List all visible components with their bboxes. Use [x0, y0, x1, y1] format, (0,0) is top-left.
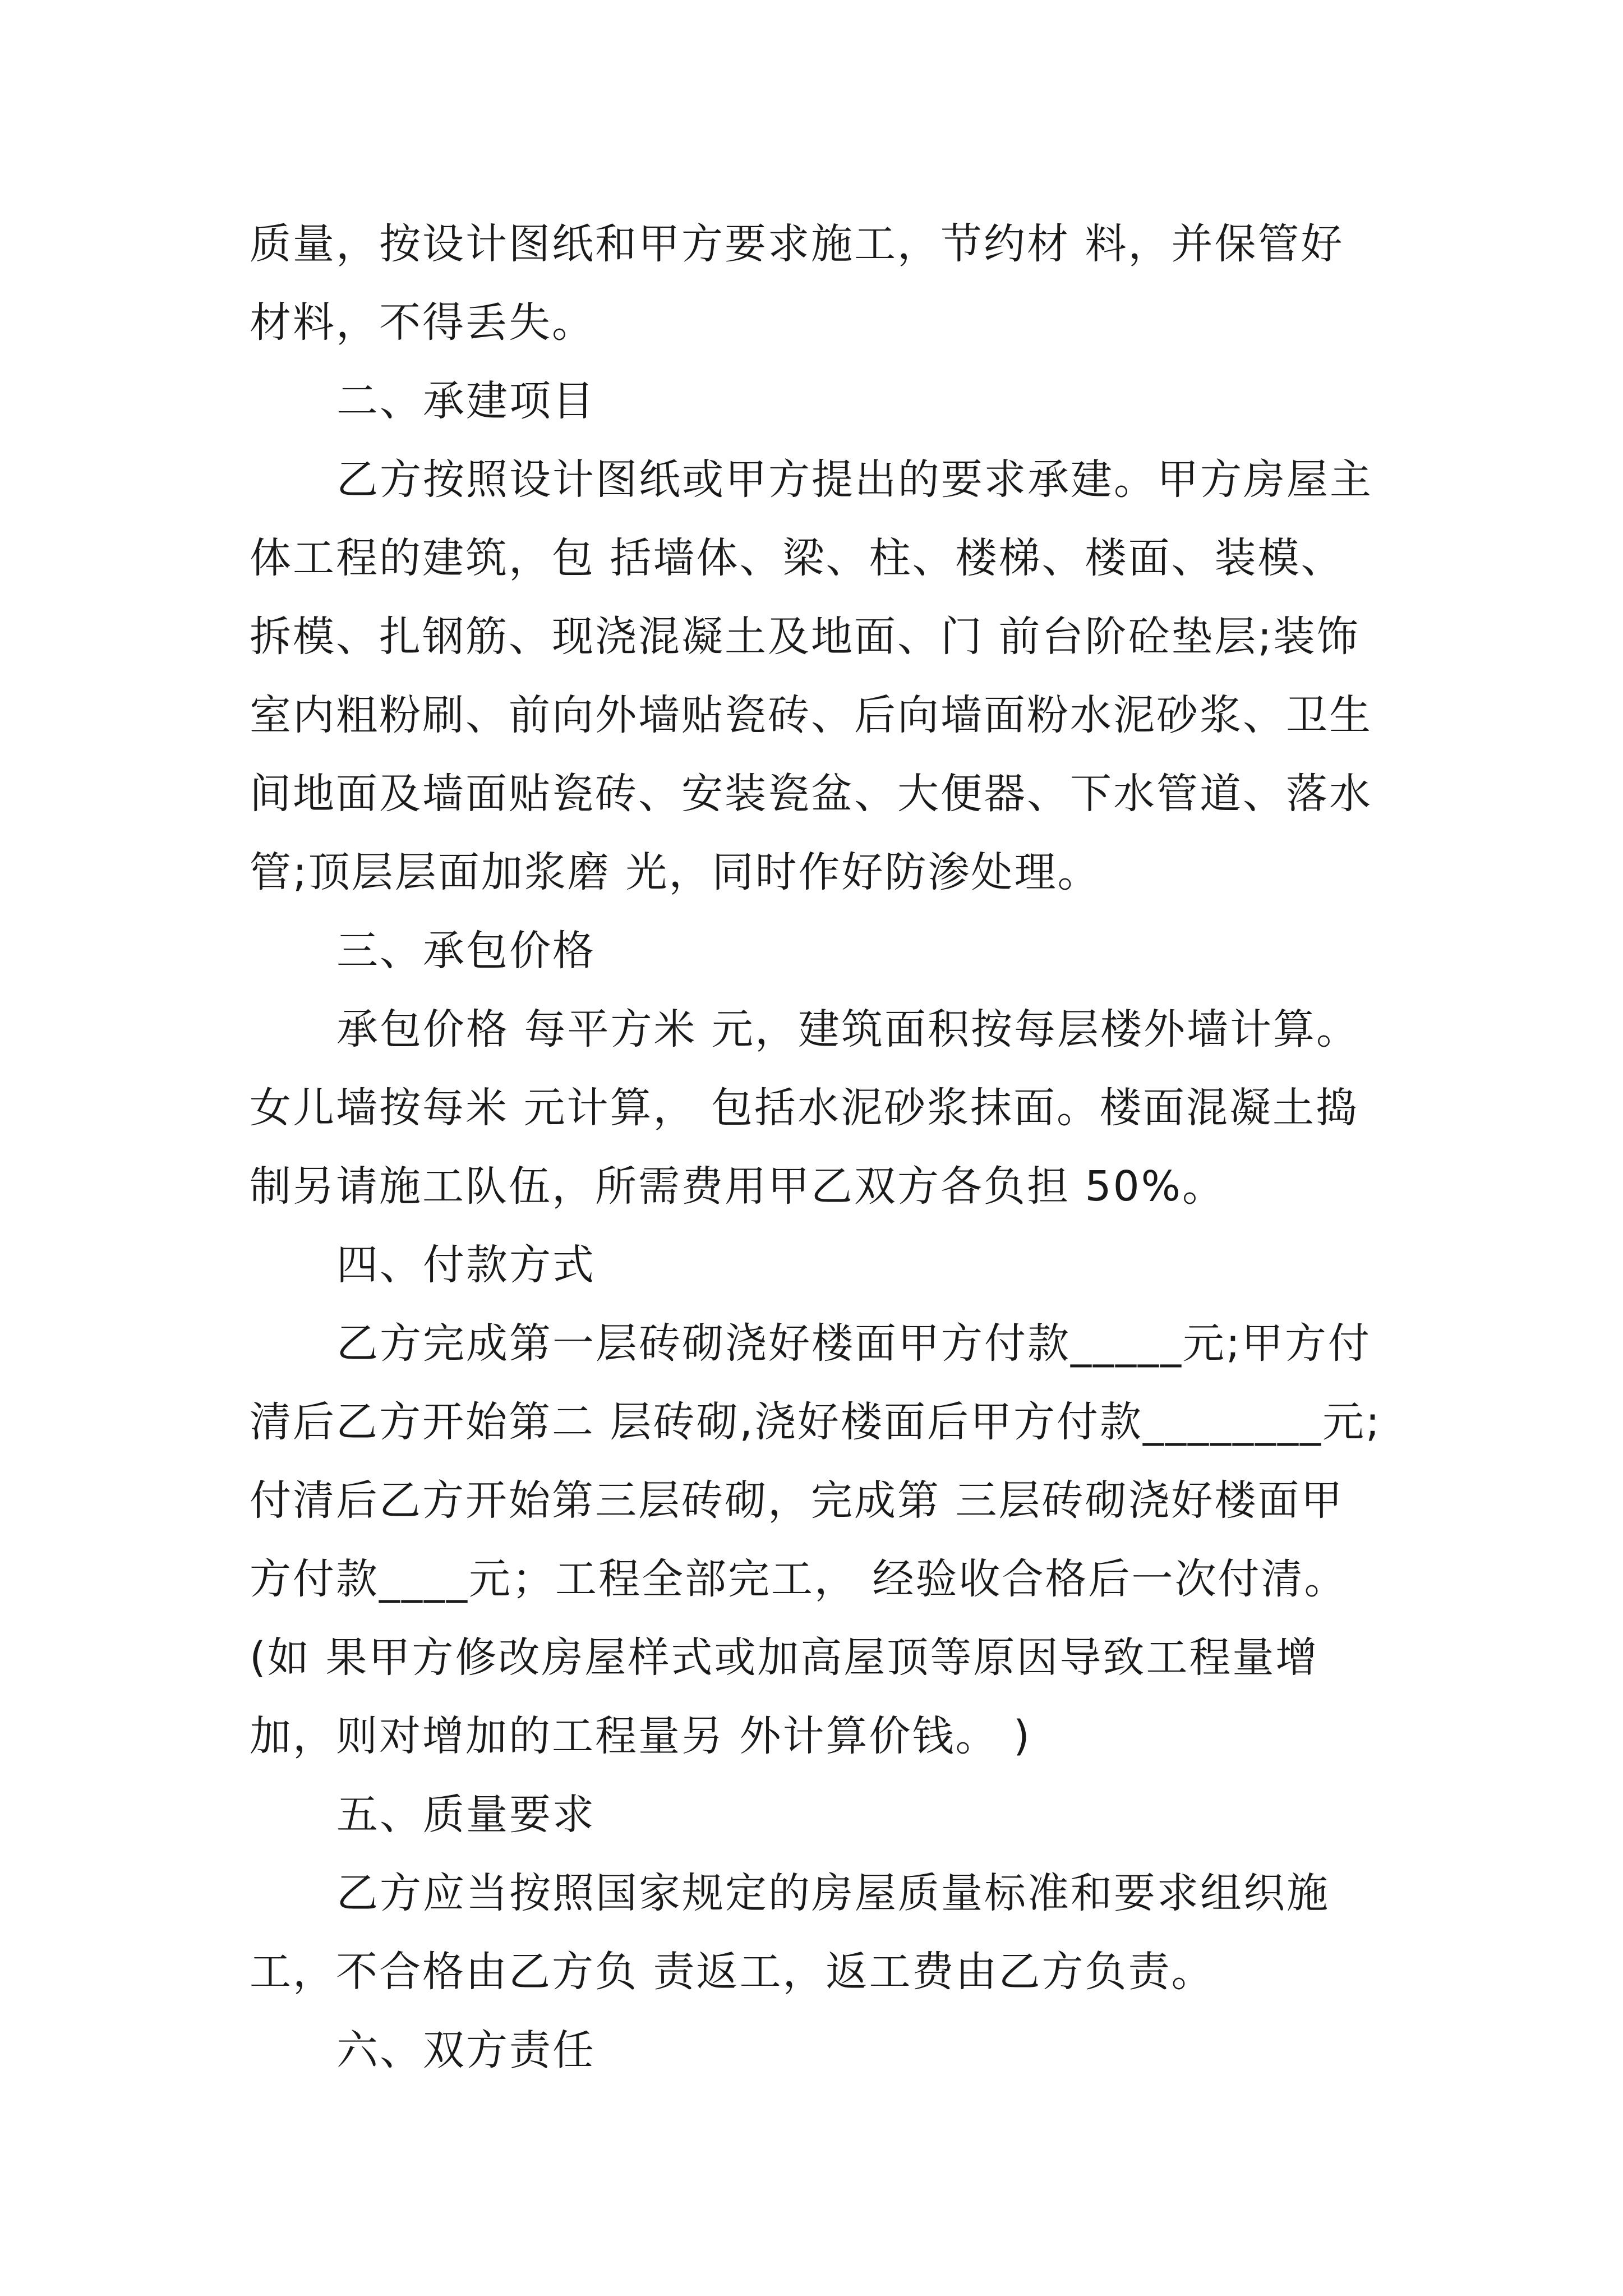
text-line: 拆模、扎钢筋、现浇混凝土及地面、门 前台阶砼垫层;装饰	[250, 613, 1360, 661]
text-line: 制另请施工队伍，所需费用甲乙双方各负担 50%。	[250, 1162, 1225, 1211]
text-line: 女儿墙按每米 元计算， 包括水泥砂浆抹面。楼面混凝土捣	[250, 1084, 1359, 1132]
text-line: 方付款____元；工程全部完工， 经验收合格后一次付清。	[250, 1555, 1348, 1603]
section-heading: 六、双方责任	[336, 2026, 596, 2074]
text-line: 管;顶层层面加浆磨 光，同时作好防渗处理。	[250, 848, 1101, 896]
text-line: 清后乙方开始第二 层砖砌,浇好楼面后甲方付款________元;	[250, 1398, 1381, 1446]
text-line: (如 果甲方修改房屋样式或加高屋顶等原因导致工程量增	[250, 1634, 1319, 1682]
section-heading: 二、承建项目	[336, 377, 596, 425]
text-line: 质量，按设计图纸和甲方要求施工，节约材 料，并保管好	[250, 220, 1344, 268]
section-heading: 四、付款方式	[336, 1241, 596, 1289]
text-line: 乙方完成第一层砖砌浇好楼面甲方付款_____元;甲方付	[336, 1319, 1371, 1368]
section-heading: 五、质量要求	[336, 1791, 596, 1839]
text-line: 加，则对增加的工程量另 外计算价钱。 )	[250, 1712, 1031, 1760]
text-line: 间地面及墙面贴瓷砖、安装瓷盆、大便器、下水管道、落水	[250, 770, 1372, 818]
text-line: 工，不合格由乙方负 责返工，返工费由乙方负责。	[250, 1948, 1215, 1996]
text-line: 材料，不得丢失。	[250, 298, 595, 347]
text-line: 付清后乙方开始第三层砖砌，完成第 三层砖砌浇好楼面甲	[250, 1476, 1344, 1525]
text-line: 乙方按照设计图纸或甲方提出的要求承建。甲方房屋主	[336, 455, 1373, 504]
section-heading: 三、承包价格	[336, 927, 596, 975]
text-line: 室内粗粉刷、前向外墙贴瓷砖、后向墙面粉水泥砂浆、卫生	[250, 691, 1372, 739]
text-line: 体工程的建筑，包 括墙体、梁、柱、楼梯、楼面、装模、	[250, 534, 1344, 582]
text-line: 承包价格 每平方米 元，建筑面积按每层楼外墙计算。	[336, 1005, 1360, 1053]
text-line: 乙方应当按照国家规定的房屋质量标准和要求组织施	[336, 1869, 1330, 1917]
